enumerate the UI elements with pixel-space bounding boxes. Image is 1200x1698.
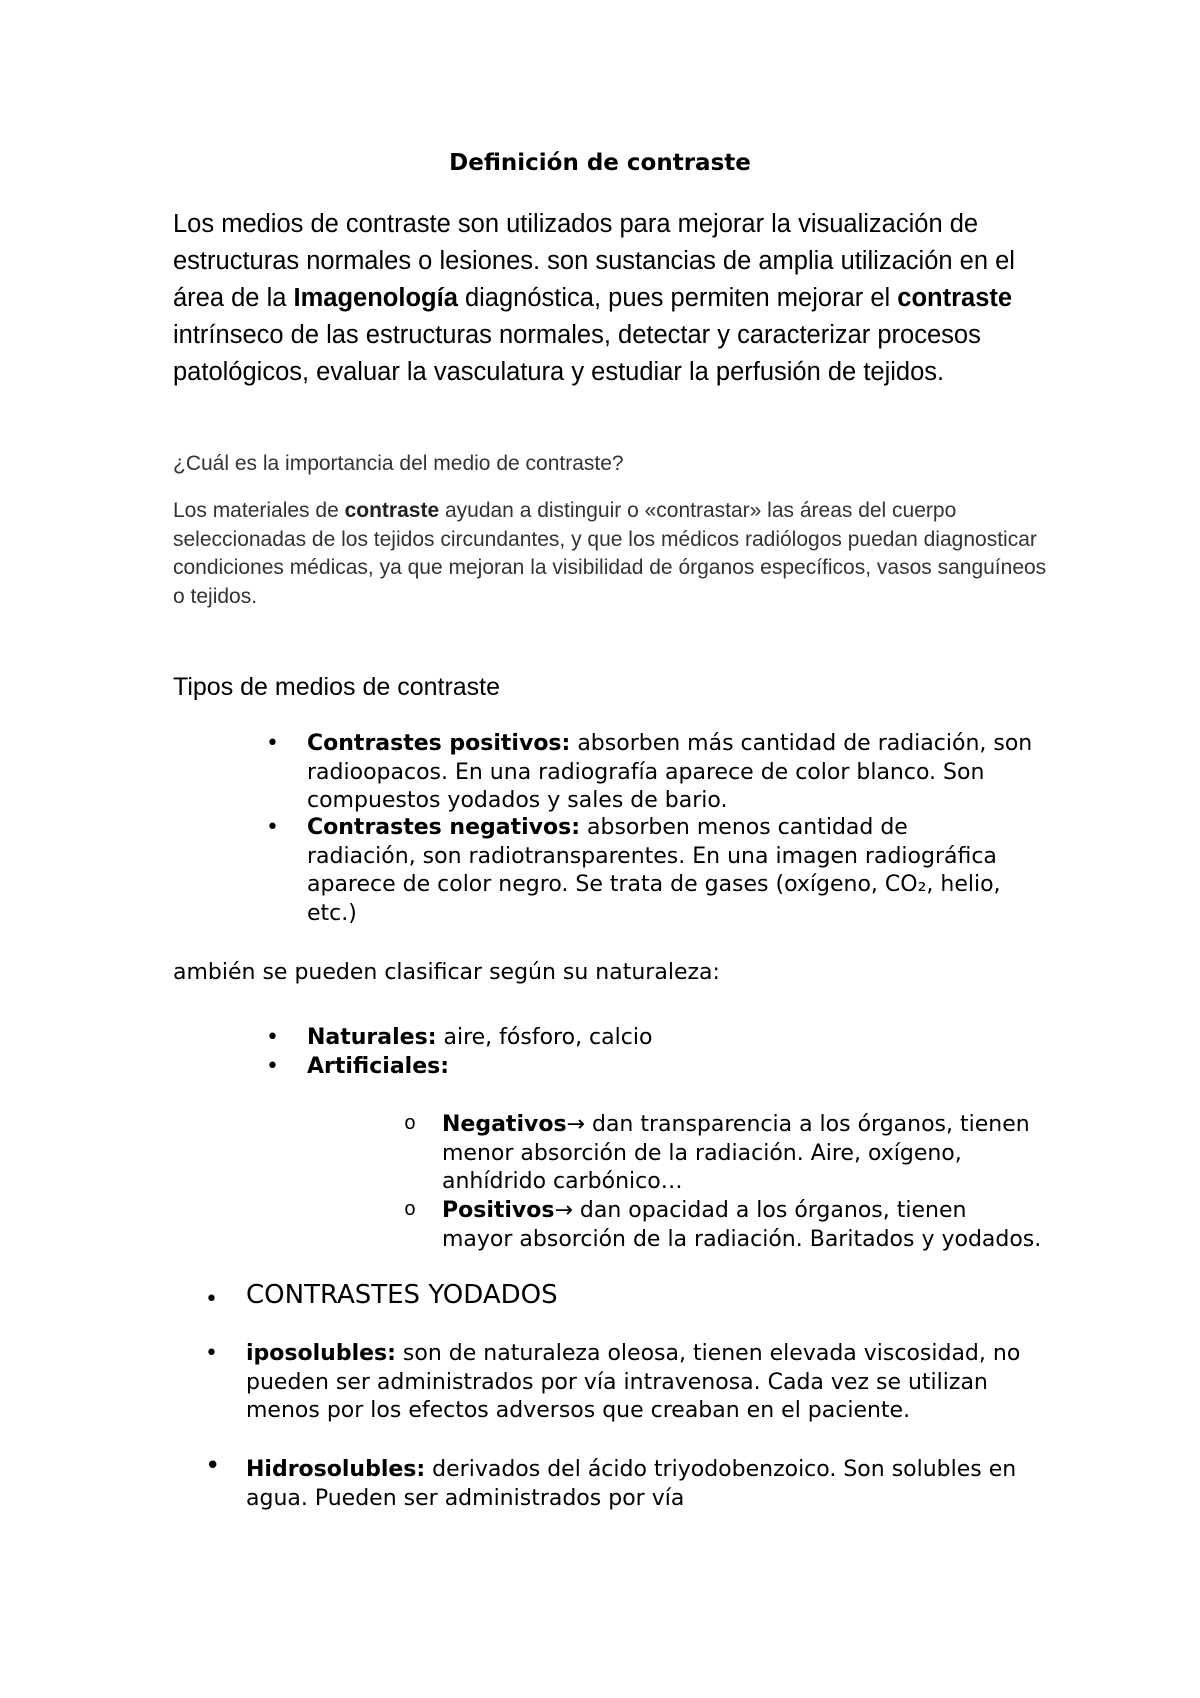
list-item-text: absorben más cantidad de radiación, son radioopacos. En una radiografía aparece de color blanco. Son compuestos yodados y sales de bario. bbox=[307, 731, 1033, 813]
yodados-heading: CONTRASTES YODADOS bbox=[246, 1280, 558, 1310]
intro-bold-contraste: contraste bbox=[897, 284, 1013, 312]
list-item-label: Hidrosolubles: bbox=[246, 1457, 426, 1482]
list-item-text: absorben menos cantidad de radiación, son radiotransparentes. En una imagen radiográfica aparece de color negro. Se trata de gases (oxígeno, CO₂, helio, etc.) bbox=[307, 815, 1001, 926]
list-item-label: Negativos bbox=[442, 1112, 567, 1137]
bullet-icon: • bbox=[266, 731, 279, 756]
list-item-label: Contrastes negativos: bbox=[307, 815, 581, 840]
list-item-negativos bbox=[442, 1111, 1042, 1197]
list-item-text: → dan transparencia a los órganos, tienen menor absorción de la radiación. Aire, oxígeno, anhídrido carbónico… bbox=[442, 1112, 1030, 1194]
bullet-icon: • bbox=[205, 1287, 218, 1312]
intro-bold-imagenologia: Imagenología bbox=[293, 284, 458, 312]
bullet-icon: • bbox=[266, 1025, 279, 1050]
document-title: Definición de contraste bbox=[449, 150, 751, 176]
intro-paragraph bbox=[173, 206, 1053, 391]
list-item-positivos bbox=[442, 1197, 1042, 1254]
importance-bold-contraste: contraste bbox=[344, 499, 440, 522]
intro-text-2: diagnóstica, pues permiten mejorar el bbox=[457, 284, 898, 312]
importance-paragraph bbox=[173, 497, 1053, 611]
list-item-liposolubles bbox=[246, 1340, 1036, 1426]
list-item-label: Artificiales: bbox=[307, 1054, 450, 1079]
intro-text-1: Los medios de contraste son utilizados para mejorar la visualización de estructuras normales o lesiones. son sustancias de amplia utilización en el área de la bbox=[173, 210, 1015, 312]
list-item-naturales bbox=[307, 1024, 1047, 1053]
list-item-label: iposolubles: bbox=[246, 1341, 396, 1366]
importance-question: ¿Cuál es la importancia del medio de contraste? bbox=[173, 452, 624, 475]
bullet-icon: • bbox=[266, 1054, 279, 1079]
naturaleza-intro: ambién se pueden clasificar según su naturaleza: bbox=[173, 960, 720, 985]
importance-text-2: ayudan a distinguir o «contrastar» las áreas del cuerpo seleccionadas de los tejidos circundantes, y que los médicos radiólogos puedan diagnosticar condiciones médicas, ya que mejoran la visibilidad de órganos específicos, vasos sanguíneos o tejidos. bbox=[173, 499, 1047, 608]
circle-bullet-icon: o bbox=[404, 1113, 417, 1136]
list-item-contrastes-negativos bbox=[307, 814, 1007, 928]
list-item-label: Naturales: bbox=[307, 1025, 437, 1050]
intro-text-3: intrínseco de las estructuras normales, detectar y caracterizar procesos patológicos, evaluar la vasculatura y estudiar la perfusión de tejidos. bbox=[173, 321, 981, 386]
list-item-text: aire, fósforo, calcio bbox=[436, 1025, 653, 1050]
tipos-heading: Tipos de medios de contraste bbox=[173, 673, 501, 701]
list-item-artificiales bbox=[307, 1053, 1047, 1082]
list-item-text: derivados del ácido triyodobenzoico. Son solubles en agua. Pueden ser administrados por vía bbox=[246, 1457, 1017, 1511]
circle-bullet-icon: o bbox=[404, 1199, 417, 1222]
bullet-icon: • bbox=[205, 1451, 221, 1481]
importance-text-1: Los materiales de bbox=[173, 499, 345, 522]
list-item-label: Positivos bbox=[442, 1198, 555, 1223]
list-item-text: → dan opacidad a los órganos, tienen mayor absorción de la radiación. Baritados y yodados. bbox=[442, 1198, 1042, 1252]
list-item-contrastes-positivos bbox=[307, 730, 1047, 816]
list-item-hidrosolubles bbox=[246, 1456, 1036, 1513]
bullet-icon: • bbox=[266, 815, 279, 840]
list-item-label: Contrastes positivos: bbox=[307, 731, 571, 756]
list-item-text: son de naturaleza oleosa, tienen elevada viscosidad, no pueden ser administrados por vía intravenosa. Cada vez se utilizan menos por los efectos adversos que creaban en el paciente. bbox=[246, 1341, 1021, 1423]
bullet-icon: • bbox=[205, 1341, 218, 1366]
